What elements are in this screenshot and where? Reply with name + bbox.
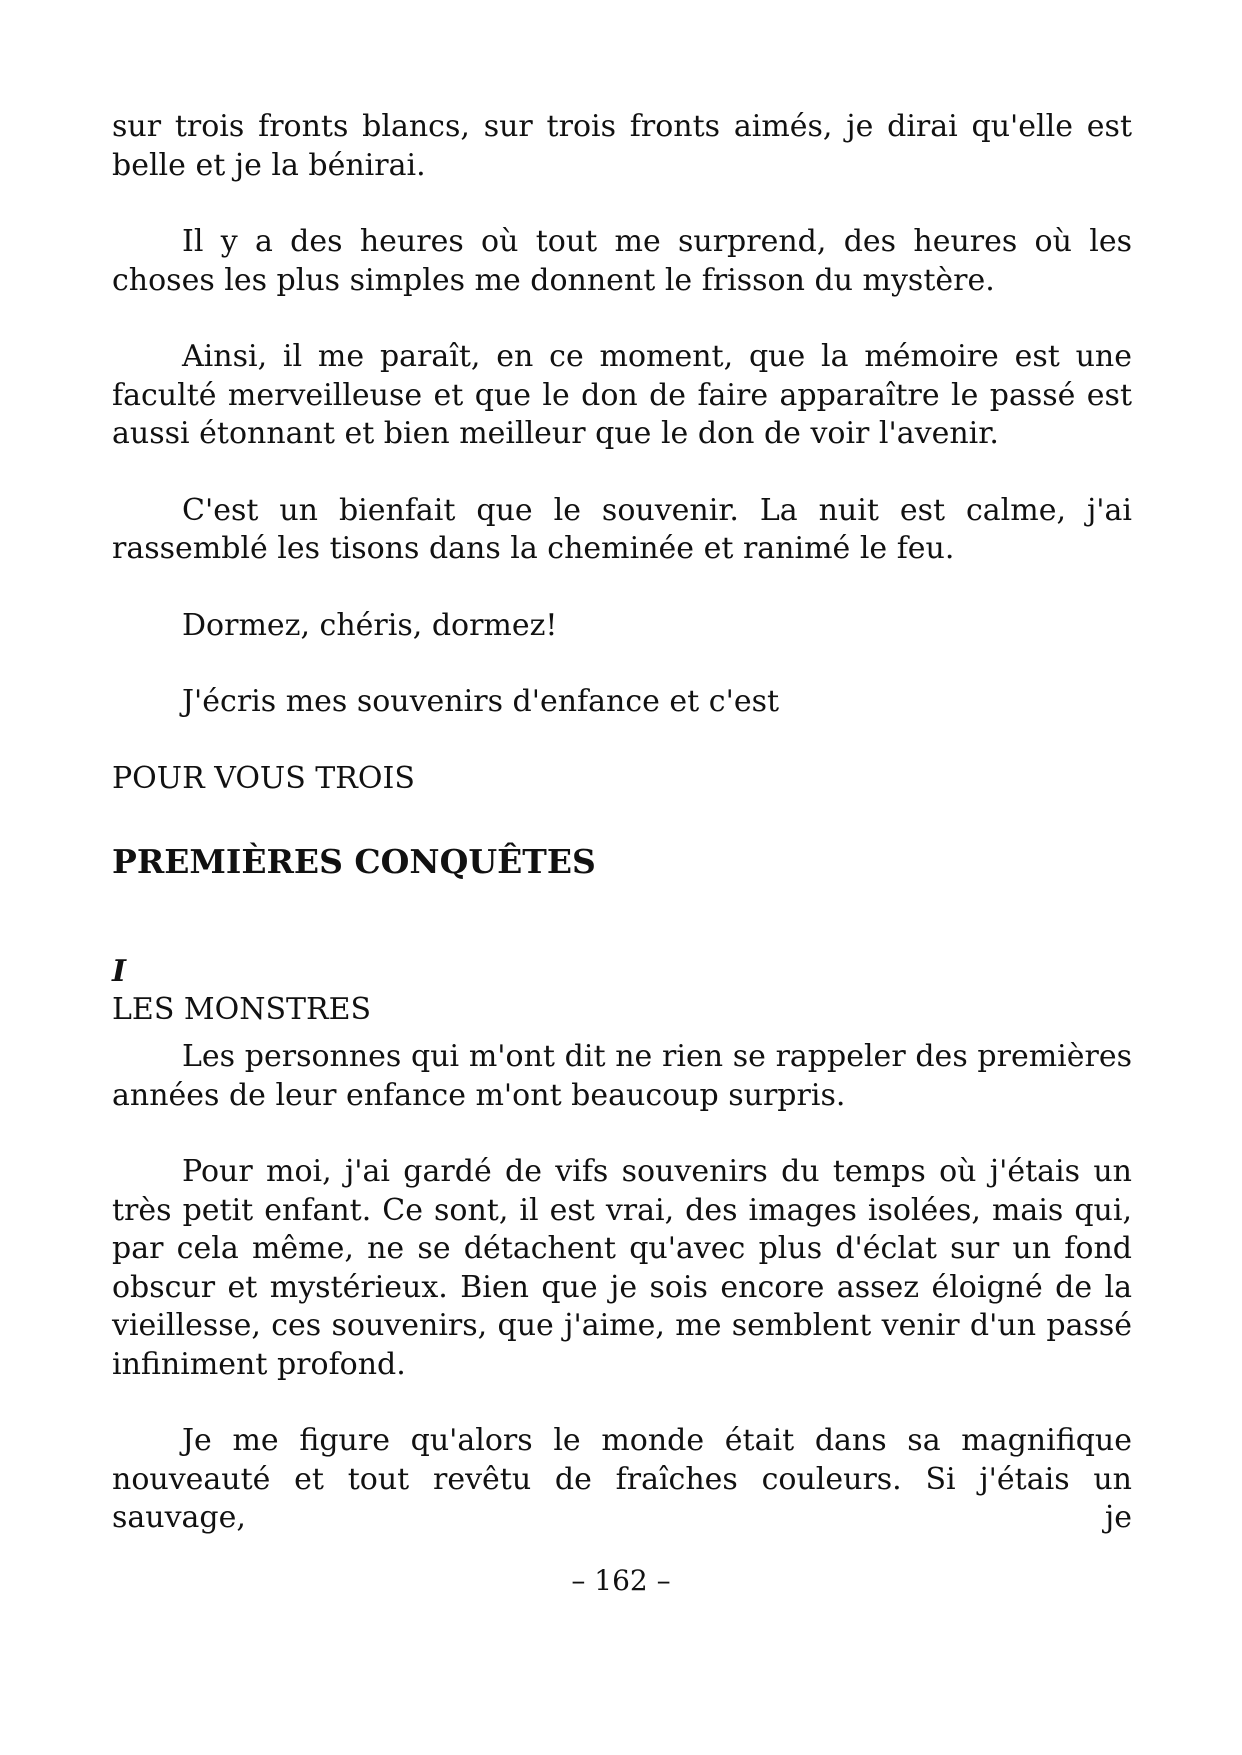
page-number: – 162 – [571,1564,671,1597]
section-title: PREMIÈRES CONQUÊTES [112,842,596,881]
paragraph: Les personnes qui m'ont dit ne rien se rappeler des premières années de leur enfance m'ont beaucoup surpris. [112,1039,1132,1113]
paragraph: C'est un bienfait que le souvenir. La nuit est calme, j'ai rassemblé les tisons dans la cheminée et ranimé le feu. [112,492,1132,566]
paragraph-continued: sur trois fronts blancs, sur trois fronts aimés, je dirai qu'elle est belle et je la bénirai. [112,109,1132,183]
chapter-number: I [112,954,127,989]
page-body [112,108,1132,1538]
paragraph: Je me figure qu'alors le monde était dans sa magnifique nouveauté et tout revêtu de fraîches couleurs. Si j'étais un sauvage, je [112,1423,1132,1535]
paragraph: J'écris mes souvenirs d'enfance et c'est [182,684,780,719]
chapter-title: LES MONSTRES [112,992,372,1027]
paragraph: Ainsi, il me paraît, en ce moment, que la mémoire est une faculté merveilleuse et que le don de faire apparaître le passé est aussi étonnant et bien meilleur que le don de voir l'avenir. [112,339,1132,451]
paragraph: Pour moi, j'ai gardé de vifs souvenirs du temps où j'étais un très petit enfant. Ce sont, il est vrai, des images isolées, mais qui, par cela même, ne se détachent qu'avec plus d'éclat sur un fond obscur et mystérieux. Bien que je sois encore assez éloigné de la vieillesse, ces souvenirs, que j'aime, me semblent venir d'un passé infiniment profond. [112,1154,1132,1382]
dedication-line: POUR VOUS TROIS [112,760,415,796]
paragraph: Il y a des heures où tout me surprend, des heures où les choses les plus simples me donnent le frisson du mystère. [112,224,1132,298]
paragraph: Dormez, chéris, dormez! [182,607,558,643]
